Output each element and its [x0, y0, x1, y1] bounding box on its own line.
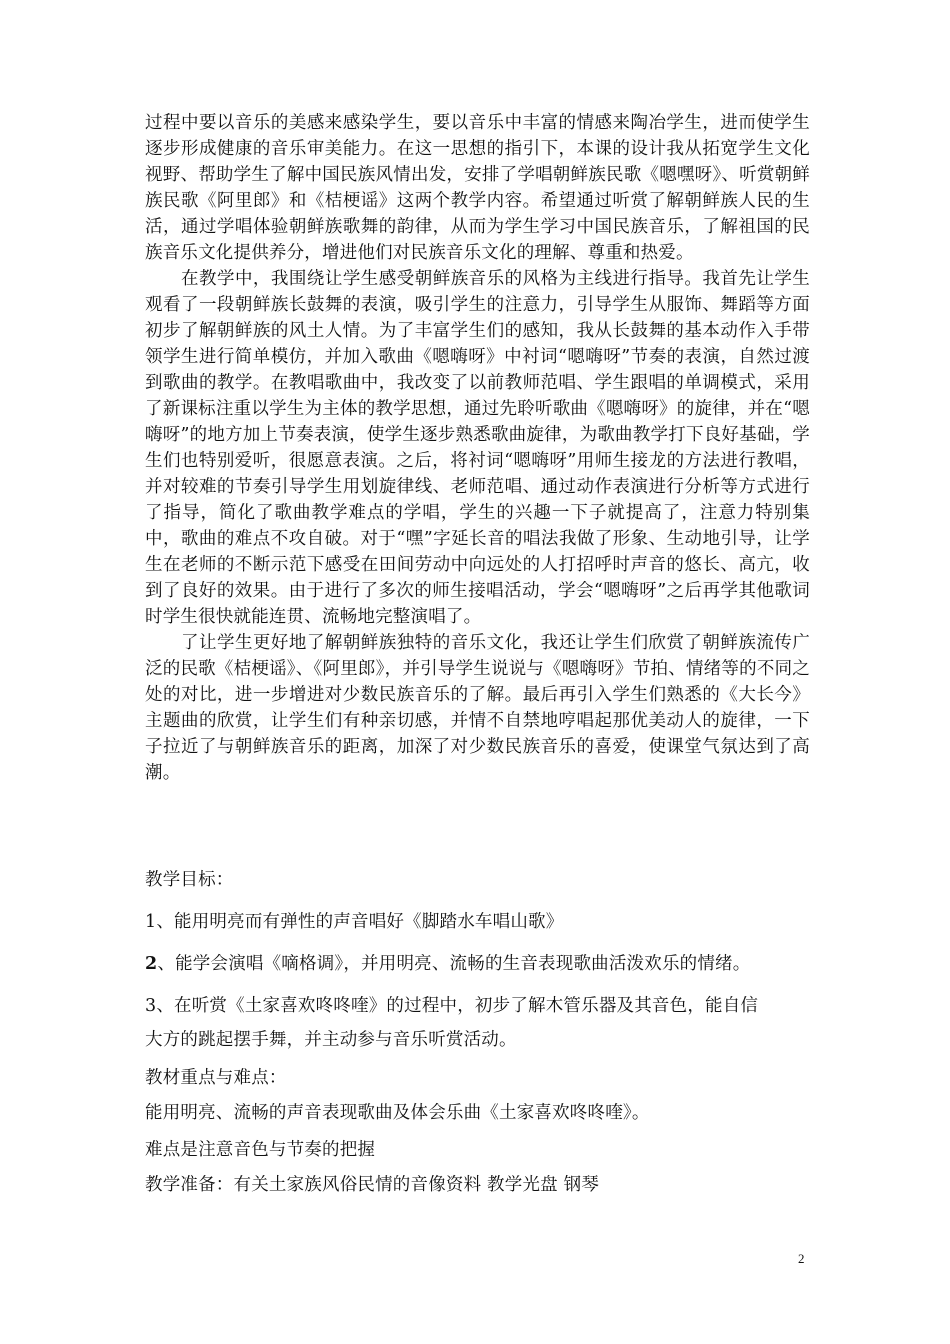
goal-item-3-line-2: 大方的跳起摆手舞，并主动参与音乐听赏活动。 — [145, 1030, 517, 1050]
paragraph-3: 了让学生更好地了解朝鲜族独特的音乐文化，我还让学生们欣赏了朝鲜族流传广泛的民歌《桔梗谣》、《阿里郎》，并引导学生说说与《嗯嗨呀》节拍、情绪等的不同之处的对比，进一步增进对少数民族音乐的了解。最后再引入学生们熟悉的《大长今》主题曲的欣赏，让学生们有种亲切感，并情不自禁地哼唱起那优美动人的旋律，一下子拉近了与朝鲜族音乐的距离，加深了对少数民族音乐的喜爱，使课堂气氛达到了高潮。 — [145, 633, 810, 783]
teaching-preparation: 教学准备：有关土家族风俗民情的音像资料 教学光盘 钢琴 — [145, 1175, 600, 1195]
page-number: 2 — [798, 1251, 805, 1266]
goals-heading: 教学目标： — [145, 870, 234, 890]
goal-item-2-number: 2 — [145, 954, 158, 974]
paragraph-2: 在教学中，我围绕让学生感受朝鲜族音乐的风格为主线进行指导。我首先让学生观看了一段朝鲜族长鼓舞的表演，吸引学生的注意力，引导学生从服饰、舞蹈等方面初步了解朝鲜族的风土人情。为了丰富学生们的感知，我从长鼓舞的基本动作入手带领学生进行简单模仿，并加入歌曲《嗯嗨呀》中衬词“嗯嗨呀”节奏的表演，自然过渡到歌曲的教学。在教唱歌曲中，我改变了以前教师范唱、学生跟唱的单调模式，采用了新课标注重以学生为主体的教学思想，通过先聆听歌曲《嗯嗨呀》的旋律，并在“嗯嗨呀”的地方加上节奏表演，使学生逐步熟悉歌曲旋律，为歌曲教学打下良好基础，学生们也特别爱听，很愿意表演。之后，将衬词“嗯嗨呀”用师生接龙的方法进行教唱，并对较难的节奏引导学生用划旋律线、老师范唱、通过动作表演进行分析等方式进行了指导，简化了歌曲教学难点的学唱，学生的兴趣一下子就提高了，注意力特别集中，歌曲的难点不攻自破。对于“嘿”字延长音的唱法我做了形象、生动地引导，让学生在老师的不断示范下感受在田间劳动中向远处的人打招呼时声音的悠长、高亢，收到了良好的效果。由于进行了多次的师生接唱活动，学会“嗯嗨呀”之后再学其他歌词时学生很快就能连贯、流畅地完整演唱了。 — [145, 269, 810, 627]
key-points-heading: 教材重点与难点： — [145, 1068, 287, 1088]
goal-item-2-text: 、能学会演唱《嘀格调》，并用明亮、流畅的生音表现歌曲活泼欢乐的情绪。 — [157, 954, 751, 974]
difficulty-point: 难点是注意音色与节奏的把握 — [145, 1140, 376, 1160]
goal-item-3-line-1: 3、在听赏《土家喜欢咚咚喹》的过程中，初步了解木管乐器及其音色，能自信 — [145, 996, 759, 1016]
paragraph-1: 过程中要以音乐的美感来感染学生，要以音乐中丰富的情感来陶冶学生，进而使学生逐步形成健康的音乐审美能力。在这一思想的指引下，本课的设计我从拓宽学生文化视野、帮助学生了解中国民族风情出发，安排了学唱朝鲜族民歌《嗯嘿呀》、听赏朝鲜族民歌《阿里郎》和《桔梗谣》这两个教学内容。希望通过听赏了解朝鲜族人民的生活，通过学唱体验朝鲜族歌舞的韵律，从而为学生学习中国民族音乐，了解祖国的民族音乐文化提供养分，增进他们对民族音乐文化的理解、尊重和热爱。 — [145, 113, 810, 263]
key-point: 能用明亮、流畅的声音表现歌曲及体会乐曲《土家喜欢咚咚喹》。 — [145, 1103, 650, 1123]
goal-item-2 — [145, 954, 750, 974]
goal-item-1: 1、能用明亮而有弹性的声音唱好《脚踏水车唱山歌》 — [145, 912, 564, 932]
reflection-text — [145, 110, 810, 786]
